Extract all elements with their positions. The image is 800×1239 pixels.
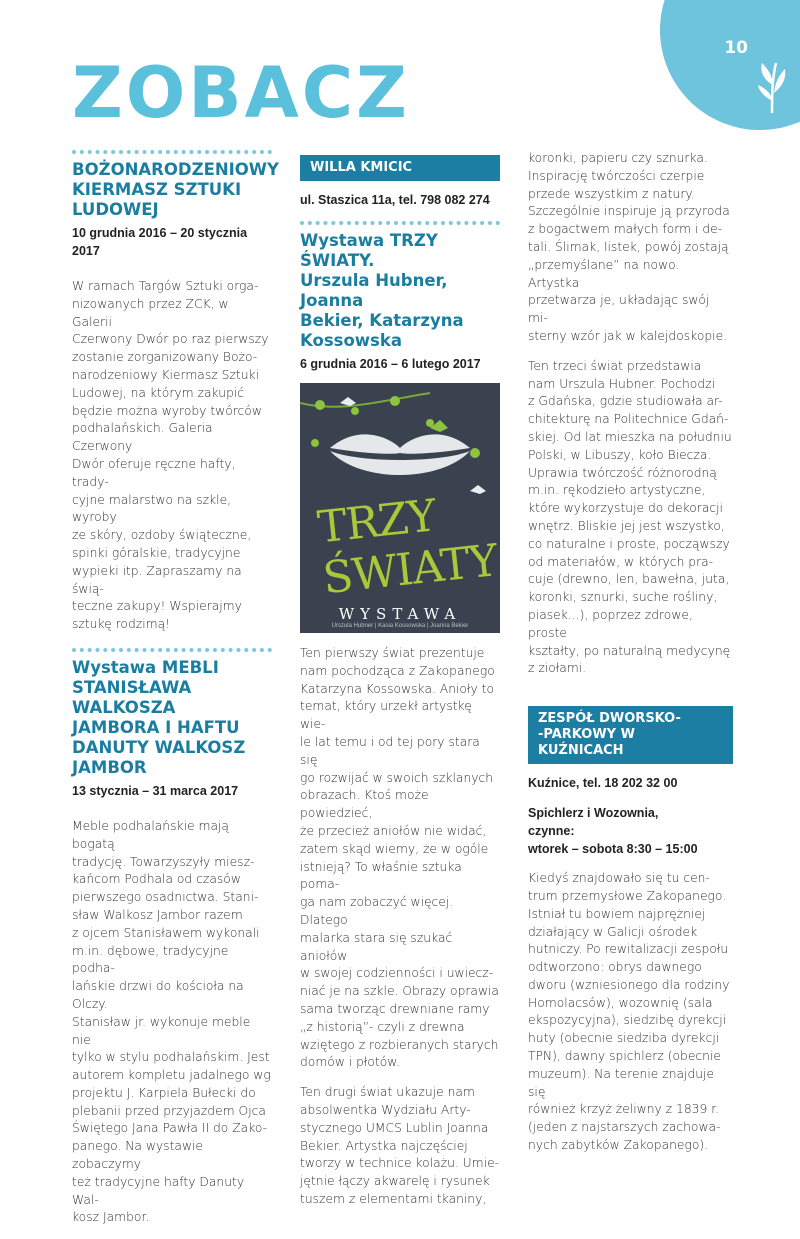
section-body: Ten trzeci świat przedstawia nam Urszula Hubner. Pochodzi z Gdańska, gdzie studiowała ar- chitekturę na Politechnice Gdań- skiej. Od lat mieszka na południu Polski, w Libuszy, koło Biecza. Uprawia twórczość różnorodną m.in. rękodzieło artystyczne, które wykorzystuje do dekoracji wnętrz. Bliskie jej jest wszystko, co naturalne i proste, począwszy od materiałów, w których pra- cuje (drewno, len, bawełna, juta, koronki, sznurki, suche rośliny, piasek...), poprzez zdrowe, proste kształty, po naturalną medycynę z ziołami. — [528, 358, 732, 676]
page-number: 10 — [724, 38, 748, 58]
event-date: 6 grudnia 2016 – 6 lutego 2017 — [300, 357, 481, 371]
opening-hours: Spichlerz i Wozownia, czynne: wtorek – sobota 8:30 – 15:00 — [528, 806, 698, 857]
section-title: BOŻONARODZENIOWY KIERMASZ SZTUKI LUDOWEJ — [72, 160, 279, 219]
poster-subtitle: WYSTAWA — [338, 605, 462, 623]
venue-address: ul. Staszica 11a, tel. 798 082 274 — [300, 193, 490, 207]
section-body: Ten pierwszy świat prezentuje nam pochodząca z Zakopanego Katarzyna Kossowska. Anioły to temat, który urzekł artystkę wie- le lat temu i od tej pory stara się go rozwijać w swoich szklanych obrazach. Ktoś może powiedzieć, że przecież aniołów nie widać, zatem skąd wiemy, że w ogóle istnieją? To właśnie sztuka poma- ga nam zobaczyć więcej. Dlatego malarka stara się szukać aniołów w swojej codzienności i uwiecz- niać je na szkle. Obrazy oprawia sama tworząc drewniane ramy „z historią”- czyli z drewna wziętego z rozbieranych starych domów i płotów. — [300, 646, 499, 1070]
section-body: W ramach Targów Sztuki orga- nizowanych przez ZCK, w Galerii Czerwony Dwór po raz pierwszy zostanie zorganizowany Bożo- narodzeniowy Kiermasz Sztuki Ludowej, na którym zakupić będzie można wyroby twórców podhalańskich. Galeria Czerwony Dwór oferuje ręczne hafty, trady- cyjne malarstwo na szkle, wyroby ze skóry, ozdoby świąteczne, spinki góralskie, tradycyjne wypieki itp. Zapraszamy na świą- teczne zakupy! Wspierajmy sztukę rodzimą! — [72, 279, 269, 632]
poster-title: TRZY ŚWIATY — [315, 490, 500, 605]
leaf-icon — [754, 55, 790, 115]
section-body: Ten drugi świat ukazuje nam absolwentka Wydziału Arty- stycznego UMCS Lublin Joanna Bekier. Artystka najczęściej tworzy w technice kolażu. Umie- jętnie łączy akwarelę i rysunek tuszem z elementami tkaniny, — [300, 1085, 500, 1206]
venue-box: WILLA KMICIC — [300, 155, 500, 181]
section-title: Wystawa MEBLI STANISŁAWA WALKOSZA JAMBORA I HAFTU DANUTY WALKOSZ JAMBOR — [72, 657, 246, 777]
section-body: Meble podhalańskie mają bogatą tradycję. Towarzyszyły miesz- kańcom Podhala od czasów pierwszego osadnictwa. Stani- sław Walkosz Jambor razem z ojcem Stanisławem wykonali m.in. dębowe, tradycyjne podha- lańskie drzwi do kościoła na Olczy. Stanisław jr. wykonuje meble nie tylko w stylu podhalańskim. Jest autorem kompletu jadalnego wg projektu J. Karpiela Bułecki do plebanii przed przyjazdem Ojca Świętego Jana Pawła II do Zako- panego. Na wystawie zobaczymy też tradycyjne hafty Danuty Wal- kosz Jambor. — [72, 818, 271, 1225]
poster-credit: Urszula Hubner | Kasia Kossowska | Joanna Bekier — [331, 623, 469, 629]
venue-address: Kuźnice, tel. 18 202 32 00 — [528, 776, 678, 791]
dotted-divider — [300, 221, 500, 225]
event-date: 13 stycznia – 31 marca 2017 — [72, 783, 239, 798]
column-left — [72, 150, 279, 1239]
event-date: 10 grudnia 2016 – 20 stycznia 2017 — [72, 226, 248, 258]
section-body: koronki, papieru czy sznurka. Inspirację twórczości czerpie przede wszystkim z natury. Szczególnie inspiruje ją przyroda z bogactwem małych form i de- tali. Ślimak, listek, powój zostają „przemyślane” na nowo. Artystka przetwarza je, układając swój mi- sterny wzór jak w kalejdoskopie. — [528, 151, 730, 343]
column-middle — [300, 155, 500, 1221]
column-right — [528, 150, 733, 1167]
section-title: Wystawa TRZY ŚWIATY. Urszula Hubner, Joanna Bekier, Katarzyna Kossowska — [300, 231, 464, 350]
dotted-divider — [72, 648, 272, 652]
section-body: Kiedyś znajdowało się tu cen- trum przemysłowe Zakopanego. Istniał tu bowiem najprężniej działający w Galicji ośrodek hutniczy. Po rewitalizacji zespołu odtworzono: obrys dawnego dworu (wzniesionego dla rodziny Homolacsów), wozownię (sala ekspozycyjna), siedzibę dyrekcji huty (obecnie siedziba dyrekcji TPN), dawny spichlerz (obecnie muzeum). Na terenie znajduje się również krzyż żeliwny z 1839 r. (jeden z najstarszych zachowa- nych zabytków Zakopanego). — [528, 871, 730, 1153]
dotted-divider — [72, 150, 272, 154]
exhibition-poster — [300, 383, 500, 633]
page-title: ZOBACZ — [72, 52, 410, 134]
venue-box: ZESPÓŁ DWORSKO- -PARKOWY W KUŹNICACH — [528, 706, 733, 764]
